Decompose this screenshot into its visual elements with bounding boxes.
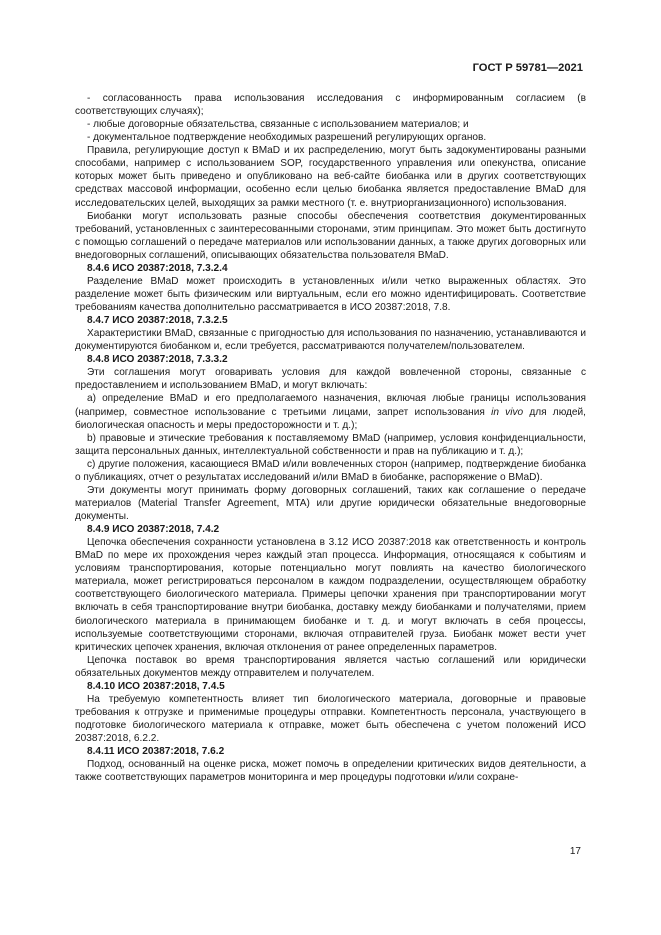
- list-item: - согласованность права использования исследования с информированным согласием (в соответствующих случаях);: [75, 93, 586, 118]
- paragraph: Подход, основанный на оценке риска, может помочь в определении критических видов деятельности, а также соответствующих параметров мониторинга и мер процедуры подготовки и/или сохране-: [75, 759, 586, 784]
- paragraph: Цепочка обеспечения сохранности установлена в 3.12 ИСО 20387:2018 как ответственность и контроль BMaD по мере их прохождения через каждый этап процесса. Информация, относящаяся к событиям и условиям транспортирования, которые потенциально могут повлиять на качество биологического материала, может регистрироваться персоналом в каждом подразделении, осуществляющем обработку соответствующего биологического материала. Примеры цепочки хранения при транспортировании могут включать в себя транспортирование внутри биобанка, доставку между биобанками и получателями, прием биологического материала в принимающем биобанке и т. д. и могут включать в себя процессы, используемые соответствующими сторонами, включая отправителей груза. Биобанк может вести учет критических цепочек хранения, включая отклонения от ранее определенных параметров.: [75, 537, 586, 653]
- list-item: с) другие положения, касающиеся BMaD и/или вовлеченных сторон (например, подтверждение биобанка о публикациях, отчет о результатах исследований и/или BMaD в биобанке, распоряжение о BMaD).: [75, 458, 586, 483]
- list-item: а) определение BMaD и его предполагаемого назначения, включая любые границы использования (например, совместное использование с третьими лицами, запрет использования in vivo для людей, биологическая опасность и меры предосторожности и т. д.);: [75, 393, 586, 431]
- section-heading: 8.4.6 ИСО 20387:2018, 7.3.2.4: [87, 262, 228, 274]
- section-heading: 8.4.9 ИСО 20387:2018, 7.4.2: [87, 524, 220, 536]
- page-number: 17: [569, 846, 581, 857]
- list-item: - документальное подтверждение необходимых разрешений регулирующих органов.: [87, 132, 487, 144]
- list-item: b) правовые и этические требования к поставляемому BMaD (например, условия конфиденциальности, защита персональных данных, интеллектуальной собственности и прав на публикацию и т. д.);: [75, 432, 586, 457]
- section-heading: 8.4.10 ИСО 20387:2018, 7.4.5: [87, 680, 225, 692]
- paragraph: Эти документы могут принимать форму договорных соглашений, таких как соглашение о передаче материалов (Material Transfer Agreement, MTA) или другие юридически обязательные внедоговорные документы.: [75, 484, 586, 522]
- paragraph: Биобанки могут использовать разные способы обеспечения соответствия документированных требований, установленных с заинтересованными сторонами, этим принципам. Это может быть достигнуто с помощью соглашений о передаче материалов или использовании данных, а также других договорных или внедоговорных соглашений, описывающих обязательства пользователя BMaD.: [75, 210, 586, 261]
- paragraph: Эти соглашения могут оговаривать условия для каждой вовлеченной стороны, связанные с предоставлением и использованием BMaD, и могут включать:: [75, 367, 586, 392]
- document-code: ГОСТ Р 59781—2021: [472, 62, 583, 74]
- document-body: [75, 92, 586, 784]
- section-heading: 8.4.8 ИСО 20387:2018, 7.3.3.2: [87, 354, 228, 366]
- paragraph: На требуемую компетентность влияет тип биологического материала, договорные и правовые требования к отгрузке и применимые процедуры отправки. Компетентность персонала, участвующего в подготовке биологического материала к отправке, может быть обеспечена с учетом положений ИСО 20387:2018, 6.2.2.: [75, 693, 586, 745]
- paragraph: Разделение BMaD может происходить в установленных и/или четко выраженных областях. Это разделение может быть физическим или виртуальным, если его можно идентифицировать. Соответствие требованиям качества дополнительно рассматривается в ИСО 20387:2018, 7.8.: [75, 275, 586, 313]
- paragraph: Цепочка поставок во время транспортирования является частью соглашений или юридически обязательных документов между отправителем и получателем.: [75, 654, 586, 679]
- section-heading: 8.4.11 ИСО 20387:2018, 7.6.2: [87, 746, 225, 758]
- section-heading: 8.4.7 ИСО 20387:2018, 7.3.2.5: [87, 315, 228, 327]
- paragraph: Характеристики BMaD, связанные с пригодностью для использования по назначению, устанавливаются и документируются биобанком и, если требуется, рассматриваются получателем/пользователем.: [75, 328, 586, 353]
- list-item: - любые договорные обязательства, связанные с использованием материалов; и: [87, 119, 469, 131]
- paragraph: Правила, регулирующие доступ к BMaD и их распределению, могут быть задокументированы разными способами, например с использованием SOP, государственного управления или опекунства, описание которых может быть приведено и опубликовано на веб-сайте биобанка или в других соответствующих средствах массовой информации, особенно если целью биобанка является предоставление BMaD для исследовательских целей, выходящих за рамки местного (т. е. внутриорганизационного) использования.: [75, 145, 586, 209]
